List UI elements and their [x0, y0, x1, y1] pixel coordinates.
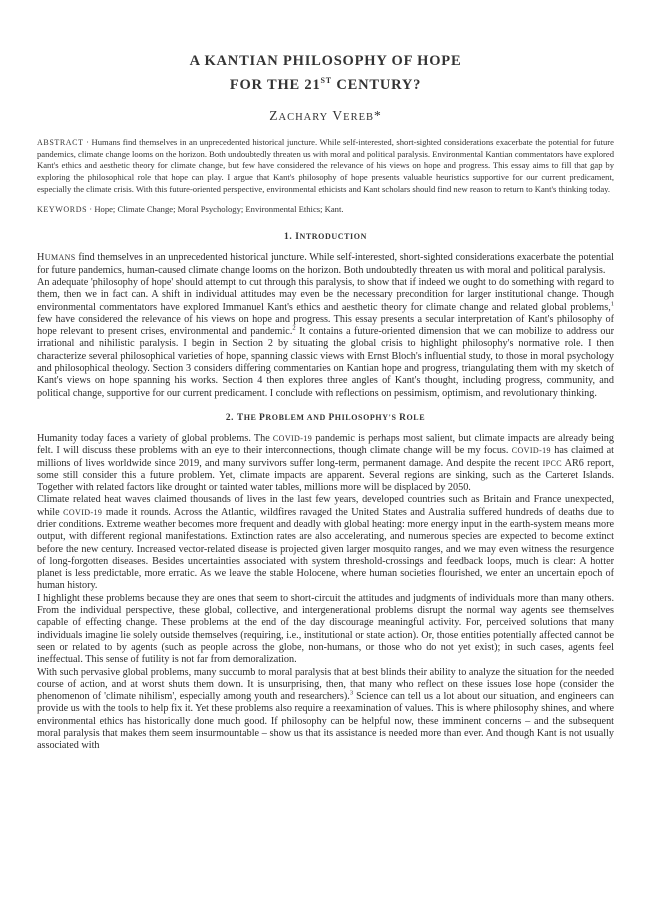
author-first-rest: ACHARY [278, 111, 329, 123]
paragraph [37, 252, 614, 277]
section-heading-problem [37, 413, 614, 423]
abstract-separator: · [83, 136, 92, 147]
footnote-ref[interactable]: 2 [292, 324, 296, 332]
section-title-initial: I [295, 232, 300, 243]
abstract-text: Humans find themselves in an unprecedented historical juncture. While self-interested, short-sighted considerations exacerbate the potential for future pandemics, climate change looms on the horizon. Both undoubtedly threaten us with moral and political paralysis. Environmental Kantian commentators have explored Kant's ethics and aesthetic theory for climate change, but few have considered the relevance of his views on hope and progress. This essay aims to fill that gap by exploring the philosophical role that hope can play. I argue that Kant's philosophy of hope presents valuable heuristics supportive for our current predicament, especially the climate crisis. With this future-oriented perspective, environmental ethicists and Kant scholars should find new reason to return to Kant's thinking today. [37, 136, 614, 194]
paragraph-text: AR6 report, some still consider this a future problem. Yet, climate impacts are apparent. Several regions are sinking, such as the Carteret Islands. Together with related factors like drought or tainted water tables, millions more will be displaced by 2050. [37, 457, 614, 494]
title-line-2-prefix: FOR THE 21 [229, 76, 321, 93]
acronym: COVID-19 [63, 507, 103, 517]
section-number: 1. [284, 232, 296, 243]
acronym: COVID-19 [511, 446, 551, 456]
paragraph-text: Climate related heat waves claimed thousands of lives in the last few years, developed countries such as Britain and France unexpected, while [37, 494, 614, 518]
problem-body [37, 433, 614, 753]
paragraph-text: few have considered the relevance of his views on hope and progress. This essay presents a secular interpretation of Kant's philosophy of hope relevant to present crises, environmental and pandemic. [37, 313, 614, 338]
title-line-2-suffix: CENTURY? [331, 76, 422, 93]
section-title-part: T [236, 412, 244, 423]
paragraph-text: It contains a future-oriented dimension that we can mobilize to address our irrational and nihilistic paralysis. I begin in Section 2 by situating the global crisis to highlight philosophy's normative role. I then characterize several philosophical varieties of hope, spanning classic views with Ernst Bloch's influential study, to those in moral psychology and philosophical theology. Section 3 considers differing commentaries on Kantian hope and progress, triangulating them with my sketch of Kant's views on hope spanning his works. Section 4 then explores three angles of Kant's thought, including progress, community, and political change, supportive for our current predicament. I conclude with reflections on pessimism, optimism, and revolutionary thinking. [37, 326, 614, 399]
section-number: 2. [225, 412, 237, 423]
author-last-initial: V [332, 107, 344, 123]
lead-rest: UMANS [44, 253, 76, 263]
paragraph-text: An adequate 'philosophy of hope' should attempt to cut through this paralysis, to show that if indeed we ought to do something with regard to them, then we in fact can. A shift in individual attitudes may even be the necessary precondition for larger institutional change. Though environmental commentators have explored Immanuel Kant's ethics and aesthetic theory for climate change and related global problems, [37, 276, 614, 313]
abstract [37, 137, 614, 196]
abstract-label: ABSTRACT [37, 137, 84, 147]
keywords-separator: · [87, 204, 95, 215]
section-title-part: P [328, 412, 335, 423]
lead-word [37, 252, 76, 263]
paragraph [37, 494, 614, 592]
footnote-ref[interactable]: 3 [349, 689, 354, 697]
title-line-1: A KANTIAN PHILOSOPHY OF HOPE [189, 53, 462, 69]
lead-initial: H [37, 252, 45, 264]
author-name [37, 108, 614, 124]
section-title-part: ROBLEM AND [265, 412, 329, 422]
section-title-part: HILOSOPHY'S [334, 412, 400, 422]
paragraph: I highlight these problems because they are ones that seem to short-circuit the attitudes and judgments of individuals more than many others. From the individual perspective, these global, collective, and intergenerational problems disrupt the normal way agents see themselves capable of effecting change. These problems at the end of the day discourage meaningful activity. For, perceived solutions that many individuals imagine lie solely outside themselves (requiring, i.e., institutional or state action). Or, those entities potentially affected cannot be seen or related to by agents (such as people across the globe, non-humans, or those who do not yet exist); in such cases, agents feel ineffectual. This sense of futility is not far from demoralization. [37, 592, 614, 666]
section-title-part: R [399, 412, 407, 423]
section-title-part: HE [243, 412, 260, 422]
paragraph-text: has claimed at millions of lives worldwide since 2019, and many survivors suffer long-term, permanent damage. And despite the recent [37, 445, 614, 469]
paragraph [37, 667, 614, 753]
paragraph [37, 277, 614, 400]
title-line-2 [230, 77, 421, 93]
paragraph-text: pandemic is perhaps most salient, but climate impacts are already being felt. I will discuss these problems with an eye to their interconnections, though climate change will be my focus. [37, 432, 614, 457]
paragraph-text: Humanity today faces a variety of global problems. The [37, 432, 273, 444]
paragraph [37, 433, 614, 494]
paragraph-text: Science can tell us a lot about our situation, and engineers can provide us with the tools to help fix it. Yet these problems also require a reexamination of values. This is where philosophy shines, and where environmental ethics has historically done much good. If philosophy can be helpful now, these imminent concerns – and the subsequent moral paralysis that makes them seem insurmountable – show us that its assistance is needed more than ever. And though Kant is not usually associated with [37, 691, 614, 752]
author-first-initial: Z [269, 107, 279, 123]
author-footnote-mark[interactable]: * [374, 107, 382, 123]
title-superscript: ST [320, 76, 332, 85]
paragraph-text: With such pervasive global problems, many succumb to moral paralysis that at best blinds their ability to analyze the situation for the needed course of action, and at worst shuts them down. It is unsurprising, then, that many who reflect on these issues lose hope (consider the phenomenon of 'climate nihilism', especially among youth and researchers). [37, 666, 614, 703]
introduction-body [37, 252, 614, 400]
section-title-part: P [259, 412, 266, 423]
section-title-part: OLE [406, 412, 426, 422]
keywords-label: KEYWORDS [37, 205, 88, 215]
section-heading-introduction [37, 232, 614, 242]
acronym: IPCC [542, 458, 562, 468]
paragraph-text: made it rounds. Across the Atlantic, wildfires ravaged the United States and Australia suffered hundreds of deaths due to drier conditions. Extreme weather becomes more frequent and deadly with global heating: more energy input in the earth-system means more output, with different regional manifestations. Extinction rates are also accelerating, and numerous species are expected to become extinct before the new century. Increased vector-related disease is projected given larger mosquito ranges, and we may even witness the resurgence of long-forgotten diseases. Besides uncertainties associated with system threshold-crossings and feedback loops, much is clear: A hotter planet is less predictable, more erratic. As we leave the stable Holocene, where human societies flourished, we enter an uncertain epoch of human history. [37, 506, 614, 592]
footnote-ref[interactable]: 1 [610, 300, 614, 308]
author-last-rest: EREB [343, 111, 374, 123]
paragraph-text: find themselves in an unprecedented historical juncture. While self-interested, short-sighted considerations exacerbate the potential for future pandemics, human-caused climate change looms on the horizon. Both undoubtedly threaten us with moral and political paralysis. [37, 252, 614, 276]
paper-title [37, 52, 614, 95]
acronym: COVID-19 [272, 433, 313, 443]
section-title-rest: NTRODUCTION [299, 232, 367, 242]
keywords [37, 204, 614, 215]
keywords-text: Hope; Climate Change; Moral Psychology; Environmental Ethics; Kant. [94, 204, 344, 215]
